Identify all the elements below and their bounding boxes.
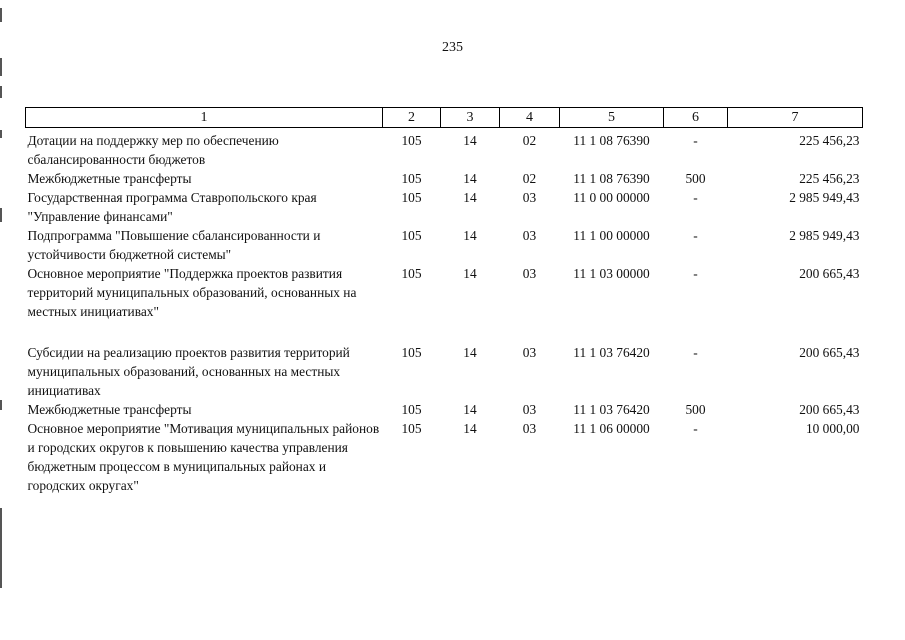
row-col-5: 11 1 03 76420 — [573, 402, 650, 417]
row-name: Субсидии на реализацию проектов развития территорий муниципальных образований, основанных на местных инициативах — [27, 345, 350, 398]
row-col-5: 11 1 06 00000 — [573, 421, 650, 436]
row-col-2: 105 — [401, 133, 422, 148]
row-name: Подпрограмма "Повышение сбалансированности и устойчивости бюджетной системы" — [27, 228, 321, 262]
row-col-2: 105 — [401, 228, 422, 243]
row-col-6: - — [693, 228, 698, 243]
table-row — [26, 128, 863, 170]
scan-edge-mark — [0, 508, 2, 588]
scan-edge-mark — [0, 208, 2, 222]
row-name: Межбюджетные трансферты — [27, 402, 192, 417]
table-row — [26, 400, 863, 419]
row-col-6: - — [693, 190, 698, 205]
row-col-3: 14 — [463, 402, 477, 417]
row-col-4: 03 — [522, 402, 537, 417]
scan-edge-mark — [0, 86, 2, 98]
row-col-4: 03 — [522, 266, 537, 281]
row-col-3: 14 — [463, 421, 477, 436]
row-col-6: 500 — [685, 171, 706, 186]
column-header-2: 2 — [383, 108, 441, 128]
table-row — [26, 419, 863, 495]
row-col-6: - — [693, 266, 698, 281]
scan-edge-mark — [0, 8, 2, 22]
table-row — [26, 226, 863, 264]
row-amount: 200 665,43 — [799, 266, 860, 281]
row-amount: 200 665,43 — [799, 345, 860, 360]
table-row — [26, 188, 863, 226]
row-col-4: 03 — [522, 190, 537, 205]
row-amount: 225 456,23 — [799, 171, 860, 186]
row-col-3: 14 — [463, 190, 477, 205]
row-col-5: 11 0 00 00000 — [573, 190, 650, 205]
scan-edge-mark — [0, 130, 2, 138]
column-header-4: 4 — [500, 108, 560, 128]
table-header-row — [26, 108, 863, 128]
row-col-3: 14 — [463, 171, 477, 186]
scan-edge-mark — [0, 58, 2, 76]
row-col-4: 03 — [522, 345, 537, 360]
budget-table — [25, 107, 863, 495]
row-col-2: 105 — [401, 421, 422, 436]
row-col-4: 03 — [522, 228, 537, 243]
row-col-5: 11 1 08 76390 — [573, 133, 650, 148]
row-col-6: - — [693, 345, 698, 360]
row-col-4: 03 — [522, 421, 537, 436]
row-name: Основное мероприятие "Поддержка проектов развития территорий муниципальных образований, основанных на местных инициативах" — [27, 266, 357, 319]
row-amount: 225 456,23 — [799, 133, 860, 148]
row-col-2: 105 — [401, 190, 422, 205]
column-header-5: 5 — [560, 108, 664, 128]
row-col-5: 11 1 08 76390 — [573, 171, 650, 186]
table-row — [26, 343, 863, 400]
row-col-2: 105 — [401, 402, 422, 417]
row-col-4: 02 — [522, 171, 537, 186]
row-col-6: - — [693, 421, 698, 436]
table-row — [26, 264, 863, 343]
column-header-3: 3 — [441, 108, 500, 128]
row-col-6: - — [693, 133, 698, 148]
row-name: Межбюджетные трансферты — [27, 171, 192, 186]
column-header-6: 6 — [664, 108, 728, 128]
row-col-4: 02 — [522, 133, 537, 148]
row-amount: 200 665,43 — [799, 402, 860, 417]
row-col-3: 14 — [463, 266, 477, 281]
row-name: Основное мероприятие "Мотивация муниципальных районов и городских округов к повышению качества управления бюджетным процессом в муниципальных районах и городских округах" — [27, 421, 380, 493]
row-col-2: 105 — [401, 345, 422, 360]
column-header-1: 1 — [26, 108, 383, 128]
row-col-5: 11 1 03 76420 — [573, 345, 650, 360]
row-col-6: 500 — [685, 402, 706, 417]
row-name: Государственная программа Ставропольского края "Управление финансами" — [27, 190, 317, 224]
column-header-7: 7 — [728, 108, 863, 128]
row-col-3: 14 — [463, 345, 477, 360]
row-col-2: 105 — [401, 171, 422, 186]
scan-edge-mark — [0, 400, 2, 410]
row-col-5: 11 1 00 00000 — [573, 228, 650, 243]
row-name: Дотации на поддержку мер по обеспечению сбалансированности бюджетов — [27, 133, 279, 167]
row-col-3: 14 — [463, 133, 477, 148]
page-number: 235 — [442, 40, 463, 55]
row-col-2: 105 — [401, 266, 422, 281]
table-row — [26, 169, 863, 188]
row-col-3: 14 — [463, 228, 477, 243]
row-col-5: 11 1 03 00000 — [573, 266, 650, 281]
row-amount: 10 000,00 — [805, 421, 860, 436]
row-amount: 2 985 949,43 — [789, 228, 860, 243]
row-amount: 2 985 949,43 — [789, 190, 860, 205]
